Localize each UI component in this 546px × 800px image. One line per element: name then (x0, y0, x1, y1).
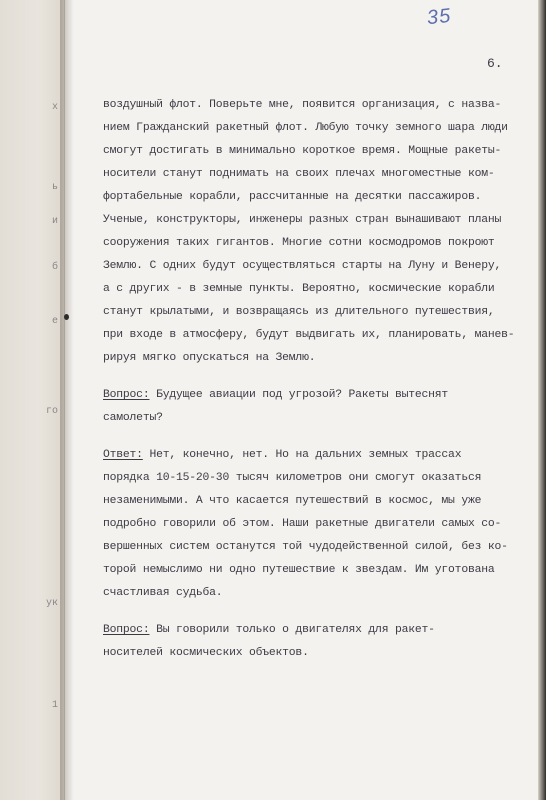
text-line (103, 94, 533, 117)
qa-paragraph (103, 384, 533, 430)
page-number: 6. (487, 56, 503, 71)
line-text: Будущее авиации под угрозой? Ракеты вытеснят (149, 389, 449, 401)
text-line (103, 513, 533, 536)
qa-label: Вопрос: (103, 624, 150, 636)
line-text: Вы говорили только о двигателях для ракет- (149, 624, 435, 636)
previous-page-text-fragment: ь (51, 182, 58, 193)
line-text: сооружения таких гигантов. Многие сотни космодромов покроют (103, 237, 495, 249)
archive-folio-number: 35 (425, 4, 453, 30)
text-line (103, 407, 533, 430)
text-line (103, 536, 533, 559)
line-text: торой немыслимо ни одно путешествие к звездам. Им уготована (103, 564, 495, 576)
text-line (103, 163, 533, 186)
previous-page-text-fragment: е (51, 316, 58, 327)
line-text: Ученые, конструкторы, инженеры разных стран вынашивают планы (103, 214, 502, 226)
previous-page-text-fragment: го (45, 406, 58, 417)
line-text: смогут достигать в минимально короткое время. Мощные ракеты- (103, 145, 502, 157)
line-text: Землю. С одних будут осуществляться старты на Луну и Венеру, (103, 260, 502, 272)
line-text: порядка 10-15-20-30 тысяч километров они смогут оказаться (103, 472, 482, 484)
line-text: фортабельные корабли, рассчитанные на десятки пассажиров. (103, 191, 482, 203)
text-line (103, 232, 533, 255)
text-line (103, 444, 533, 467)
line-text: станут крылатыми, и возвращаясь из длительного путешествия, (103, 306, 495, 318)
qa-paragraph (103, 619, 533, 665)
line-text: при входе в атмосферу, будут выдвигать их, планировать, манев- (103, 329, 515, 341)
previous-page-text-fragment: 1 (51, 700, 58, 711)
text-paragraph (103, 94, 533, 370)
line-text: вершенных систем останутся той чудодейственной силой, без ко- (103, 541, 508, 553)
binding-shadow (60, 0, 74, 800)
text-line (103, 324, 533, 347)
page-right-edge (538, 0, 546, 800)
text-line (103, 559, 533, 582)
line-text: самолеты? (103, 412, 163, 424)
text-line (103, 209, 533, 232)
line-text: счастливая судьба. (103, 587, 223, 599)
line-text: а с других - в земные пункты. Вероятно, космические корабли (103, 283, 495, 295)
previous-page-edge (0, 0, 65, 800)
line-text: носителей космических объектов. (103, 647, 309, 659)
text-line (103, 186, 533, 209)
text-line (103, 490, 533, 513)
qa-label: Ответ: (103, 449, 143, 461)
line-text: подробно говорили об этом. Наши ракетные двигатели самых со- (103, 518, 502, 530)
text-line (103, 582, 533, 605)
line-text: нием Гражданский ракетный флот. Любую точку земного шара люди (103, 122, 508, 134)
qa-paragraph (103, 444, 533, 605)
text-line (103, 642, 533, 665)
text-line (103, 278, 533, 301)
line-text: Нет, конечно, нет. Но на дальних земных трассах (142, 449, 462, 461)
text-line (103, 140, 533, 163)
previous-page-text-fragment: х (51, 102, 58, 113)
line-text: рируя мягко опускаться на Землю. (103, 352, 316, 364)
previous-page-text-fragment: ук (45, 598, 58, 609)
text-line (103, 117, 533, 140)
text-line (103, 301, 533, 324)
line-text: воздушный флот. Поверьте мне, появится организация, с назва- (103, 99, 502, 111)
typed-text-body (103, 94, 533, 679)
text-line (103, 255, 533, 278)
line-text: незаменимыми. А что касается путешествий в космос, мы уже (103, 495, 482, 507)
previous-page-text-fragment: б (51, 262, 58, 273)
text-line (103, 347, 533, 370)
qa-label: Вопрос: (103, 389, 150, 401)
binding-hole (64, 314, 69, 320)
text-line (103, 467, 533, 490)
previous-page-text-fragment: и (51, 216, 58, 227)
text-line (103, 384, 533, 407)
text-line (103, 619, 533, 642)
line-text: носители станут поднимать на своих плечах многоместные ком- (103, 168, 495, 180)
